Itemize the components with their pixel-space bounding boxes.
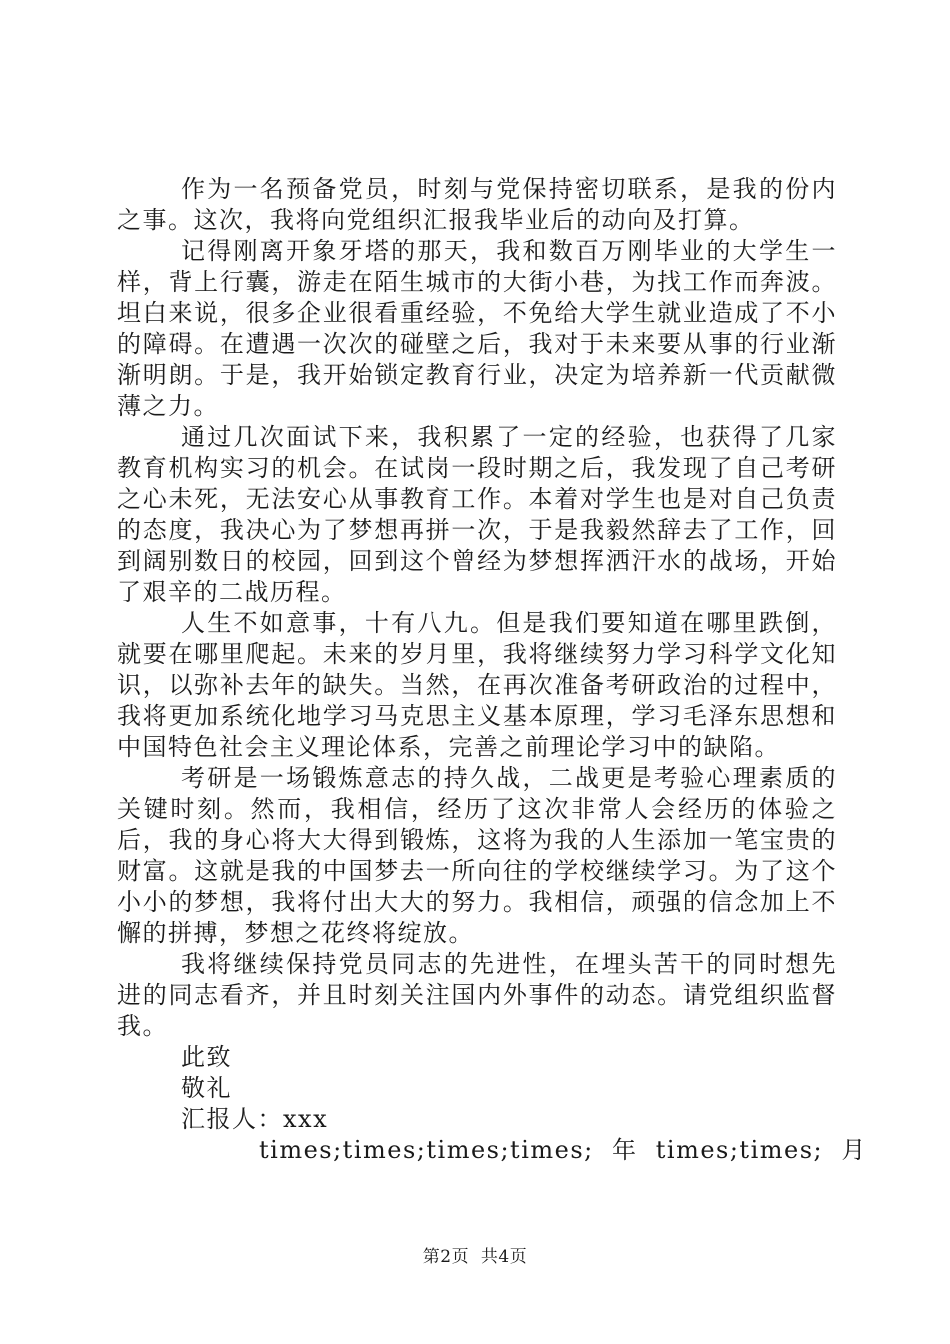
reporter-signature: 汇报人：xxx [181,1105,329,1133]
report-date: times;times;times;times; 年 times;times; 月 [259,1136,867,1164]
document-body [117,174,867,1166]
page-number-footer: 第2页 共4页 [422,1247,528,1267]
paragraph-1: 作为一名预备党员，时刻与党保持密切联系，是我的份内之事。这次，我将向党组织汇报我毕业后的动向及打算。 [117,175,837,234]
paragraph-2: 记得刚离开象牙塔的那天，我和数百万刚毕业的大学生一样，背上行囊，游走在陌生城市的大街小巷，为找工作而奔波。坦白来说，很多企业很看重经验，不免给大学生就业造成了不小的障碍。在遭遇一次次的碰壁之后，我对于未来要从事的行业渐渐明朗。于是，我开始锁定教育行业，决定为培养新一代贡献微薄之力。 [117,237,837,420]
closing-salutation: 此致 [181,1043,232,1071]
paragraph-4: 人生不如意事，十有八九。但是我们要知道在哪里跌倒，就要在哪里爬起。未来的岁月里，我将继续努力学习科学文化知识，以弥补去年的缺失。当然，在再次准备考研政治的过程中，我将更加系统化地学习马克思主义基本原理，学习毛泽东思想和中国特色社会主义理论体系，完善之前理论学习中的缺陷。 [117,609,837,761]
closing-regards: 敬礼 [181,1074,232,1102]
paragraph-3: 通过几次面试下来，我积累了一定的经验，也获得了几家教育机构实习的机会。在试岗一段时期之后，我发现了自己考研之心未死，无法安心从事教育工作。本着对学生也是对自己负责的态度，我决心为了梦想再拼一次，于是我毅然辞去了工作，回到阔别数日的校园，回到这个曾经为梦想挥洒汗水的战场，开始了艰辛的二战历程。 [117,423,837,606]
paragraph-6: 我将继续保持党员同志的先进性，在埋头苦干的同时想先进的同志看齐，并且时刻关注国内外事件的动态。请党组织监督我。 [117,950,837,1040]
paragraph-5: 考研是一场锻炼意志的持久战，二战更是考验心理素质的关键时刻。然而，我相信，经历了这次非常人会经历的体验之后，我的身心将大大得到锻炼，这将为我的人生添加一笔宝贵的财富。这就是我的中国梦去一所向往的学校继续学习。为了这个小小的梦想，我将付出大大的努力。我相信，顽强的信念加上不懈的拼搏，梦想之花终将绽放。 [117,764,837,947]
